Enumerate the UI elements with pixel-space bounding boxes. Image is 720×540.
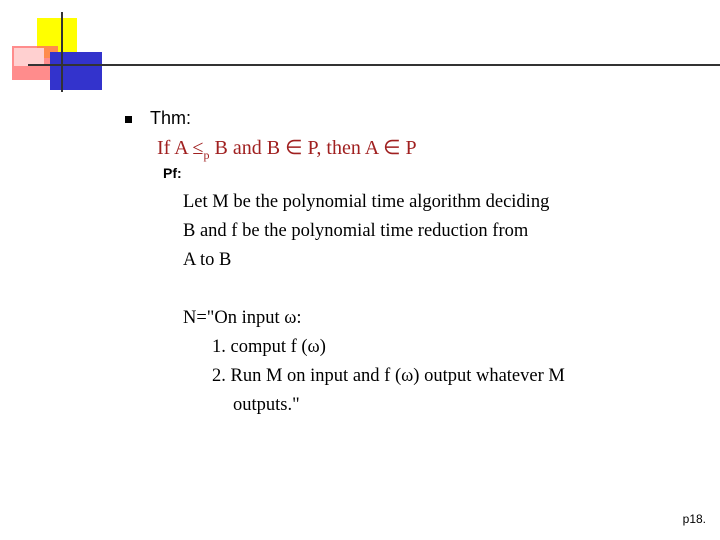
proof-line-7: outputs." — [233, 395, 300, 415]
theorem-label: Thm: — [150, 108, 192, 128]
theorem-part1: If A ≤ — [157, 137, 204, 159]
proof-label: Pf: — [163, 165, 182, 181]
proof-line-1: Let M be the polynomial time algorithm deciding — [183, 192, 550, 212]
proof-line-5: 1. comput f (ω) — [212, 337, 326, 357]
theorem-subscript: p — [203, 148, 210, 162]
theorem-statement — [157, 135, 417, 163]
proof-line-2: B and f be the polynomial time reduction from — [183, 221, 529, 241]
proof-line-3: A to B — [183, 250, 232, 270]
header-vertical-rule — [61, 12, 63, 92]
proof-line-6: 2. Run M on input and f (ω) output whatever M — [212, 366, 565, 386]
theorem-part2: B and B ∈ P, then A ∈ P — [209, 137, 417, 159]
page-number: p18. — [682, 512, 706, 526]
proof-line-4: N="On input ω: — [183, 308, 302, 328]
bullet-icon — [125, 116, 132, 123]
decor-blue-square — [50, 52, 102, 90]
header-rule — [28, 64, 720, 66]
